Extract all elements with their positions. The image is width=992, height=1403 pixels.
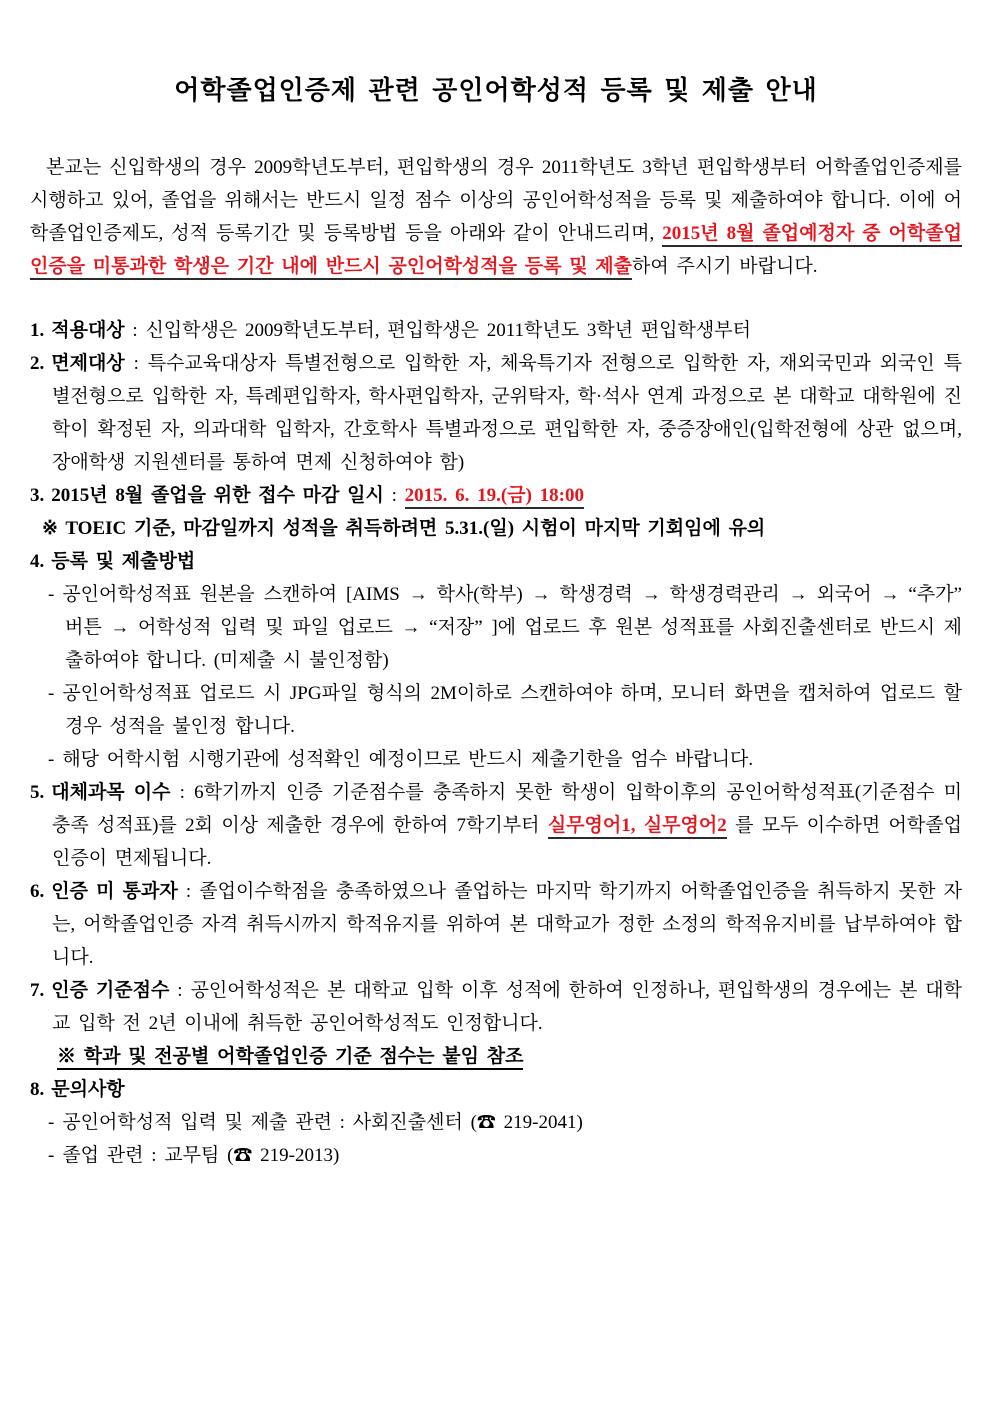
item-5-text-pre: 6학기까지 인증 기준점수를 충족하지 못한 학생이 입학이후의 공인어학성적표(기준점수 미충족 성적표)를 2회 이상 제출한 경우에 한하여 7학기부터 — [52, 782, 963, 836]
item-4-label: 등록 및 제출방법 — [51, 551, 196, 572]
page-title: 어학졸업인증제 관련 공인어학성적 등록 및 제출 안내 — [174, 76, 818, 105]
item-5-text-post: 를 모두 이수하면 어학졸업인증이 면제됩니다. — [52, 815, 962, 869]
item-2-number: 2. — [30, 353, 45, 374]
item-5-number: 5. — [30, 782, 45, 803]
item-8-label: 문의사항 — [51, 1079, 125, 1100]
item-7-attachment-note — [30, 1040, 962, 1073]
item-3-toeic-note: ※ TOEIC 기준, 마감일까지 성적을 취득하려면 5.31.(일) 시험이 마지막 기회임에 유의 — [42, 518, 766, 539]
item-1-label: 적용대상 — [51, 320, 125, 341]
item-5-label: 대체과목 이수 — [51, 782, 171, 803]
item-2-text: 특수교육대상자 특별전형으로 입학한 자, 체육특기자 전형으로 입학한 자, 재외국민과 외국인 특별전형으로 입학한 자, 특례편입학자, 학사편입학자, 군위탁자, 학·석사 연계 과정으로 본 대학교 대학원에 진학이 확정된 자, 의과대학 입학자, 간호학사 특별과정으로 편입학한 자, 중증장애인(입학전형에 상관 없으며, 장애학생 지원센터를 통하여 면제 신청하여야 함) — [52, 353, 963, 473]
item-7-separator: : — [169, 980, 191, 1001]
item-4-sub-file-format — [48, 677, 962, 743]
item-3-separator: : — [383, 485, 405, 506]
item-7-text: 공인어학성적은 본 대학교 입학 이후 성적에 한하여 인정하나, 편입학생의 경우에는 본 대학교 입학 전 2년 이내에 취득한 공인어학성적도 인정합니다. — [52, 980, 963, 1034]
item-7-score-criteria — [30, 974, 962, 1040]
item-1-number: 1. — [30, 320, 45, 341]
item-8-sub-1-text: 공인어학성적 입력 및 제출 관련 : 사회진출센터 (☎ 219-2041) — [62, 1112, 583, 1133]
item-5-separator: : — [170, 782, 195, 803]
intro-text-post: 하여 주시기 바랍니다. — [632, 256, 818, 277]
item-3-label: 2015년 8월 졸업을 위한 접수 마감 일시 — [51, 485, 384, 506]
item-8-sub-1-dash: - — [48, 1112, 55, 1133]
item-4-sub-1-dash: - — [48, 584, 55, 605]
item-8-sub-2-text: 졸업 관련 : 교무팀 (☎ 219-2013) — [62, 1145, 340, 1166]
item-6-non-passers — [30, 875, 962, 974]
item-4-sub-3-dash: - — [48, 749, 55, 770]
item-3-deadline — [30, 479, 962, 512]
item-4-number: 4. — [30, 551, 45, 572]
item-8-sub-graduation-contact — [48, 1139, 962, 1172]
item-4-sub-2-dash: - — [48, 683, 55, 704]
item-7-label: 인증 기준점수 — [51, 980, 170, 1001]
item-4-sub-1-text: 공인어학성적표 원본을 스캔하여 [AIMS → 학사(학부) → 학생경력 → 학생경력관리 → 외국어 → “추가” 버튼 → 어학성적 입력 및 파일 업로드 → “저장” ]에 업로드 후 원본 성적표를 사회진출센터로 반드시 제출하여야 합니다. (미제출 시 불인정함) — [62, 584, 962, 671]
item-4-sub-verification — [48, 743, 962, 776]
item-8-inquiries — [30, 1073, 962, 1106]
item-4-sub-2-text: 공인어학성적표 업로드 시 JPG파일 형식의 2M이하로 스캔하여야 하며, 모니터 화면을 캡처하여 업로드 할 경우 성적을 불인정 합니다. — [62, 683, 962, 737]
item-8-sub-score-contact — [48, 1106, 962, 1139]
item-1-applicable-targets — [30, 314, 962, 347]
item-2-label: 면제대상 — [51, 353, 125, 374]
item-3-deadline-date: 2015. 6. 19.(금) 18:00 — [405, 485, 584, 509]
item-4-registration-method — [30, 545, 962, 578]
item-6-number: 6. — [30, 881, 45, 902]
item-1-separator: : — [124, 320, 146, 341]
item-5-course-names-red: 실무영어1, 실무영어2 — [548, 815, 727, 839]
item-7-attachment-note-text: ※ 학과 및 전공별 어학졸업인증 기준 점수는 붙임 참조 — [57, 1046, 523, 1070]
item-1-text: 신입학생은 2009학년도부터, 편입학생은 2011학년도 3학년 편입학생부터 — [145, 320, 751, 341]
item-6-text: 졸업이수학점을 충족하였으나 졸업하는 마지막 학기까지 어학졸업인증을 취득하지 못한 자는, 어학졸업인증 자격 취득시까지 학적유지를 위하여 본 대학교가 정한 소정의 학적유지비를 납부하여야 합니다. — [52, 881, 962, 968]
item-4-sub-upload-path — [48, 578, 962, 677]
intro-highlight-red: 2015년 8월 졸업예정자 중 어학졸업인증을 미통과한 학생은 기간 내에 반드시 공인어학성적을 등록 및 제출 — [30, 223, 962, 280]
intro-text-pre: 본교는 신입학생의 경우 2009학년도부터, 편입학생의 경우 2011학년도 3학년 편입학생부터 어학졸업인증제를 시행하고 있어, 졸업을 위해서는 반드시 일정 점수 이상의 공인어학성적을 등록 및 제출하여야 합니다. 이에 어학졸업인증제도, 성적 등록기간 및 등록방법 등을 아래와 같이 안내드리며, — [30, 157, 962, 244]
item-2-separator: : — [124, 353, 148, 374]
item-6-separator: : — [177, 881, 200, 902]
item-3-number: 3. — [30, 485, 45, 506]
notice-item-list — [30, 314, 962, 1172]
item-2-exempt-targets — [30, 347, 962, 479]
item-8-number: 8. — [30, 1079, 45, 1100]
item-5-substitute-courses — [30, 776, 962, 875]
item-6-label: 인증 미 통과자 — [51, 881, 178, 902]
item-7-number: 7. — [30, 980, 45, 1001]
item-4-sub-3-text: 해당 어학시험 시행기관에 성적확인 예정이므로 반드시 제출기한을 엄수 바랍니다. — [62, 749, 754, 770]
item-8-sub-2-dash: - — [48, 1145, 55, 1166]
intro-paragraph — [30, 151, 962, 283]
